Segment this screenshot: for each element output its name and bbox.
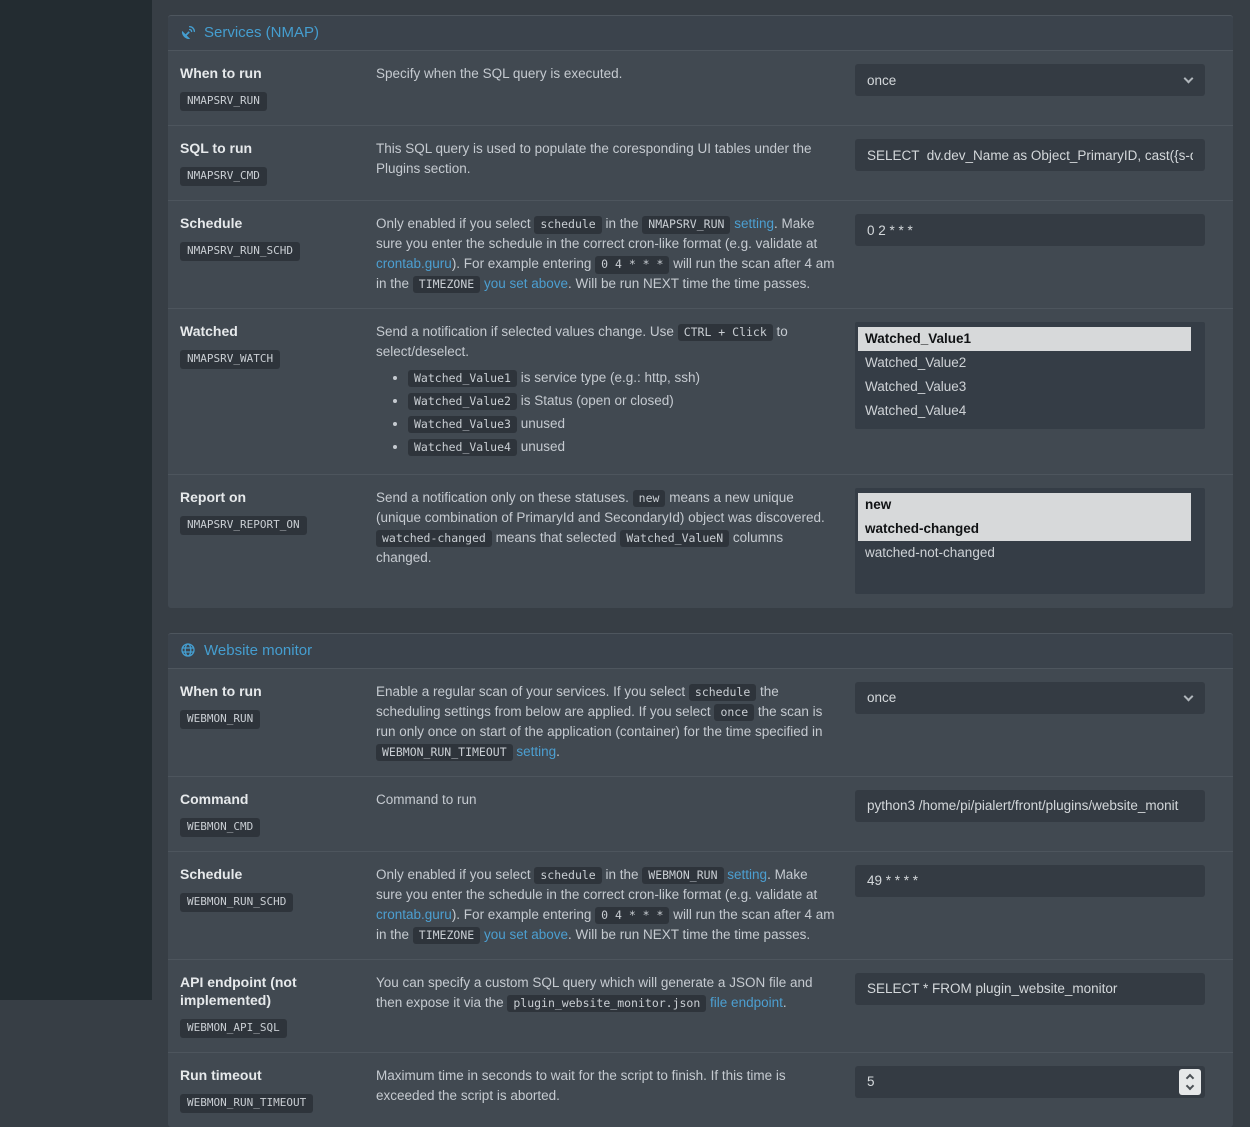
inline-code: plugin_website_monitor.json [507,995,706,1013]
description-text: . [556,743,560,759]
setting-label-column [180,682,376,762]
input-webmon_run_timeout[interactable] [855,1066,1205,1098]
setting-label-column [180,790,376,837]
option-watched-changed[interactable]: watched-changed [858,517,1191,541]
inline-code: Watched_Value4 [408,439,517,457]
description-text: You can specify a custom SQL query which will generate a JSON file and then expose it via the [376,974,813,1010]
setting-control-column [855,322,1205,460]
setting-name: API endpoint (not implemented) [180,973,297,1008]
setting-row [168,51,1233,126]
setting-code-badge: NMAPSRV_RUN_SCHD [180,242,300,261]
setting-description [376,973,855,1038]
setting-code-badge: WEBMON_API_SQL [180,1019,287,1038]
spinner-up-icon[interactable] [1186,1074,1194,1082]
inline-link[interactable]: you set above [483,275,568,291]
chevron-down-icon [1184,74,1194,84]
description-text: This SQL query is used to populate the coresponding UI tables under the Plugins section. [376,141,812,176]
description-text: Enable a regular scan of your services. If you select [376,683,689,699]
setting-control-column [855,488,1205,594]
setting-name: When to run [180,65,262,81]
description-text: to select/deselect. [376,323,788,359]
setting-label-column [180,488,376,594]
inline-code: schedule [534,867,601,885]
description-bullet-list [376,368,837,457]
setting-name: Command [180,790,249,807]
inline-code: Watched_Value2 [408,393,517,411]
description-text: ). For example entering [451,256,596,271]
setting-code-badge: WEBMON_CMD [180,818,260,837]
setting-row [168,201,1233,309]
setting-control-column [855,682,1205,762]
description-text: in the [601,216,643,232]
setting-name: Watched [180,322,238,339]
option-watched_value4[interactable]: Watched_Value4 [865,402,967,418]
inline-code: Watched_Value3 [408,416,517,434]
inline-link[interactable]: crontab.guru [376,906,452,922]
setting-label-column [180,1066,376,1113]
description-text: Send a notification only on these statuses. [376,489,633,505]
description-text: Send a notification if selected values change. Use [376,323,678,339]
input-nmapsrv_cmd[interactable] [855,139,1205,171]
inline-code: TIMEZONE [413,927,480,945]
description-text: Command to run [376,791,477,807]
description-text: unused [516,415,565,431]
inline-code: TIMEZONE [413,276,480,294]
select-nmapsrv_run[interactable] [855,64,1205,96]
settings-main [152,0,1250,1127]
setting-control-column [855,214,1205,294]
description-text: . Make sure you enter the schedule in the correct cron-like format (e.g. validate at [376,216,818,252]
input-webmon_run_schd[interactable] [855,865,1205,897]
setting-code-badge: WEBMON_RUN_SCHD [180,893,293,912]
setting-label-column [180,139,376,186]
description-text: Maximum time in seconds to wait for the script to finish. If this time is exceeded the script is aborted. [376,1067,786,1103]
setting-control-column [855,139,1205,186]
inline-code: Watched_ValueN [620,530,729,548]
globe-icon [180,642,196,658]
description-text: means a new unique (unique combination of PrimaryId and SecondaryId) object was discovered. [376,489,825,525]
multiselect-nmapsrv_watch[interactable] [855,322,1205,429]
setting-row [168,1053,1233,1127]
setting-code-badge: NMAPSRV_CMD [180,167,267,186]
inline-link[interactable]: setting [734,216,774,232]
option-watched-not-changed[interactable]: watched-not-changed [865,544,995,560]
description-text: Specify when the SQL query is executed. [376,66,623,81]
inline-link[interactable]: crontab.guru [376,256,452,271]
setting-control-column [855,790,1205,837]
setting-description [376,64,855,111]
bullet-item [408,437,837,457]
description-text: . Will be run NEXT time the time passes. [568,926,811,942]
description-text: the scan is run only once on start of the application (container) for the time specified in [376,703,823,739]
description-text: Only enabled if you select [376,866,535,882]
input-nmapsrv_run_schd[interactable] [855,214,1205,246]
option-watched_value2[interactable]: Watched_Value2 [865,354,967,370]
setting-description [376,488,855,594]
inline-code: 0 4 * * * [595,907,669,925]
setting-label-column [180,865,376,945]
inline-code: Watched_Value1 [408,370,517,388]
setting-code-badge: NMAPSRV_REPORT_ON [180,516,307,535]
description-text: will run the scan after 4 am in the [376,906,835,942]
setting-row [168,309,1233,475]
setting-label-column [180,973,376,1038]
settings-panels [168,15,1233,1127]
option-watched_value1[interactable]: Watched_Value1 [858,327,1191,351]
panel-services-nmap [168,15,1233,608]
setting-description [376,790,855,837]
setting-description [376,682,855,762]
setting-name: Schedule [180,215,243,232]
setting-control-column [855,64,1205,111]
description-text: . Will be run NEXT time the time passes. [568,275,811,291]
setting-row [168,852,1233,960]
setting-description [376,865,855,945]
multiselect-nmapsrv_report_on[interactable] [855,488,1205,594]
inline-code: once [714,704,754,722]
panel-header [168,634,1233,669]
bullet-item [408,414,837,434]
description-text: means that selected [491,529,621,545]
setting-code-badge: WEBMON_RUN [180,710,260,729]
input-webmon_cmd[interactable] [855,790,1205,822]
description-text: unused [516,438,565,454]
inline-code: schedule [689,684,756,702]
setting-description [376,322,855,460]
description-text: is Status (open or closed) [516,392,674,408]
satellite-dish-icon [180,25,196,41]
inline-link[interactable]: you set above [483,926,568,942]
panel-website-monitor [168,633,1233,1127]
description-text: is service type (e.g.: http, ssh) [516,369,701,385]
setting-name: Report on [180,488,247,505]
option-new[interactable]: new [858,493,1191,517]
setting-name: SQL to run [180,140,253,157]
inline-code: schedule [534,216,601,234]
setting-code-badge: NMAPSRV_RUN [180,92,267,111]
setting-description [376,214,855,294]
setting-control-column [855,1066,1205,1113]
setting-description [376,1066,855,1113]
setting-code-badge: WEBMON_RUN_TIMEOUT [180,1094,313,1113]
inline-link[interactable]: setting [727,866,768,882]
setting-name: Schedule [180,865,243,882]
number-spinner-buttons[interactable] [1179,1069,1201,1095]
description-text: . [782,994,787,1010]
panel-title: Services (NMAP) [204,24,320,41]
select-value: once [867,690,897,706]
inline-code: watched-changed [376,530,492,548]
bullet-item [408,368,837,388]
number-input-wrap [855,1066,1205,1098]
setting-control-column [855,865,1205,945]
setting-row [168,960,1233,1053]
description-text: . Make sure you enter the schedule in the correct cron-like format (e.g. validate at [376,866,818,902]
inline-code: WEBMON_RUN_TIMEOUT [376,744,513,762]
panel-title: Website monitor [204,641,313,659]
setting-description [376,139,855,186]
description-text: the scheduling settings from below are applied. If you select [376,683,779,719]
inline-code: WEBMON_RUN [642,867,723,885]
inline-code: NMAPSRV_RUN [642,216,730,234]
inline-link[interactable]: setting [516,743,557,759]
inline-code: 0 4 * * * [595,256,669,274]
setting-row [168,669,1233,777]
select-webmon_run[interactable] [855,682,1205,714]
spinner-down-icon[interactable] [1186,1082,1194,1090]
setting-row [168,126,1233,201]
inline-link[interactable]: file endpoint [710,994,783,1010]
setting-name: When to run [180,682,262,699]
sidebar [0,0,152,1000]
bullet-item [408,391,837,411]
setting-control-column [855,973,1205,1038]
description-text: columns changed. [376,529,784,565]
setting-row [168,475,1233,608]
select-value: once [867,72,897,88]
setting-label-column [180,64,376,111]
description-text: in the [601,866,643,882]
inline-code: new [633,490,666,508]
setting-code-badge: NMAPSRV_WATCH [180,350,280,369]
description-text: Only enabled if you select [376,216,535,232]
option-watched_value3[interactable]: Watched_Value3 [865,378,967,394]
panel-header [168,16,1233,51]
setting-row [168,777,1233,852]
setting-name: Run timeout [180,1066,262,1083]
description-text: will run the scan after 4 am in the [376,256,835,291]
setting-label-column [180,322,376,460]
description-text: ). For example entering [451,906,596,922]
inline-code: CTRL + Click [678,324,773,342]
setting-label-column [180,214,376,294]
chevron-down-icon [1184,691,1194,701]
